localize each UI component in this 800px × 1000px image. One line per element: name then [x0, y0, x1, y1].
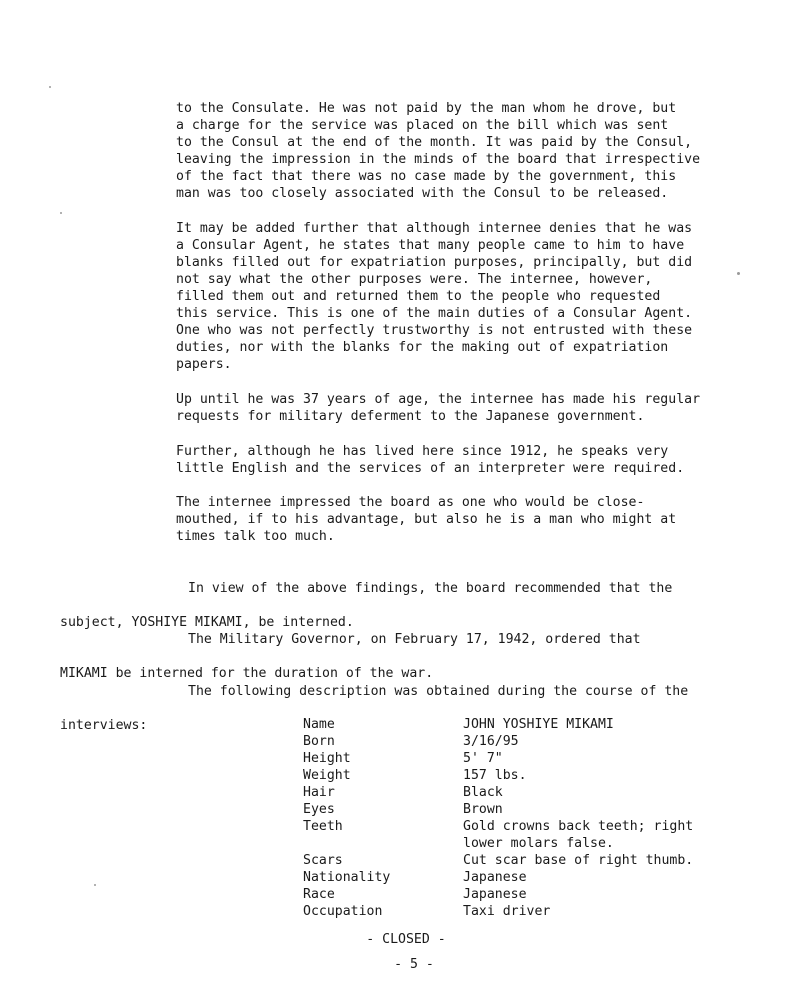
scan-speck — [60, 212, 62, 214]
description-value: Brown — [463, 802, 503, 817]
scan-speck — [737, 272, 740, 275]
classification-marking: - CLOSED - — [366, 932, 446, 947]
description-value: 5' 7" — [463, 751, 503, 766]
description-row — [303, 767, 723, 784]
scan-speck — [49, 86, 51, 88]
description-value: Black — [463, 785, 503, 800]
description-label: Teeth — [303, 819, 343, 834]
description-label: Born — [303, 734, 335, 749]
description-label: Weight — [303, 768, 351, 783]
recommendation-line-1: In view of the above findings, the board recommended that the — [188, 581, 673, 596]
description-row — [303, 886, 723, 903]
description-label: Race — [303, 887, 335, 902]
description-label: Nationality — [303, 870, 391, 885]
description-value: Taxi driver — [463, 904, 551, 919]
recommendation-line-2: subject, YOSHIYE MIKAMI, be interned. — [60, 615, 354, 630]
description-label: Eyes — [303, 802, 335, 817]
order-line-1: The Military Governor, on February 17, 1942, ordered that — [188, 632, 641, 647]
paragraph-consulate: to the Consulate. He was not paid by the man whom he drove, but a charge for the service was placed on the bill which was sent to the Consul at the end of the month. It was paid by the Consul, leaving the impression in the minds of the board that irrespective of the fact that there was no case made by the government, this man was too closely associated with the Consul to be released. — [176, 101, 701, 201]
paragraph-consular-agent: It may be added further that although internee denies that he was a Consular Agent, he states that many people came to him to have blanks filled out for expatriation purposes, principally, but did not say what the other purposes were. The internee, however, filled them out and returned them to the people who requested this service. This is one of the main duties of a Consular Agent. One who was not perfectly trustworthy is not entrusted with these duties, nor with the blanks for the making out of expatriation papers. — [176, 221, 693, 372]
description-row — [303, 733, 723, 750]
description-label: Name — [303, 717, 335, 732]
paragraph-english: Further, although he has lived here since 1912, he speaks very little English and the services of an interpreter were required. — [176, 444, 685, 476]
description-intro-line-2: interviews: — [60, 718, 148, 733]
order-line-2: MIKAMI be interned for the duration of the war. — [60, 666, 434, 681]
description-row — [303, 784, 723, 801]
description-value: 157 lbs. — [463, 768, 527, 783]
description-value: Japanese — [463, 870, 527, 885]
description-label: Scars — [303, 853, 343, 868]
paragraph-military-deferment: Up until he was 37 years of age, the internee has made his regular requests for military deferment to the Japanese government. — [176, 392, 701, 424]
description-row — [303, 716, 723, 733]
description-intro-line-1: The following description was obtained during the course of the — [188, 684, 689, 699]
description-label: Hair — [303, 785, 335, 800]
description-value: Cut scar base of right thumb. — [463, 853, 694, 868]
page-number: - 5 - — [394, 957, 434, 972]
scan-speck — [94, 884, 96, 886]
description-row — [303, 852, 723, 869]
description-row — [303, 903, 723, 920]
description-row — [303, 801, 723, 818]
description-row — [303, 750, 723, 767]
description-value: Gold crowns back teeth; right lower molars false. — [463, 819, 694, 851]
description-row — [303, 869, 723, 886]
description-table — [303, 716, 723, 920]
description-row — [303, 818, 723, 852]
description-label: Height — [303, 751, 351, 766]
description-value: 3/16/95 — [463, 734, 519, 749]
description-value: JOHN YOSHIYE MIKAMI — [463, 717, 614, 732]
description-value: Japanese — [463, 887, 527, 902]
description-label: Occupation — [303, 904, 383, 919]
paragraph-close-mouthed: The internee impressed the board as one who would be close- mouthed, if to his advantage, but also he is a man who might at times talk too much. — [176, 495, 677, 544]
